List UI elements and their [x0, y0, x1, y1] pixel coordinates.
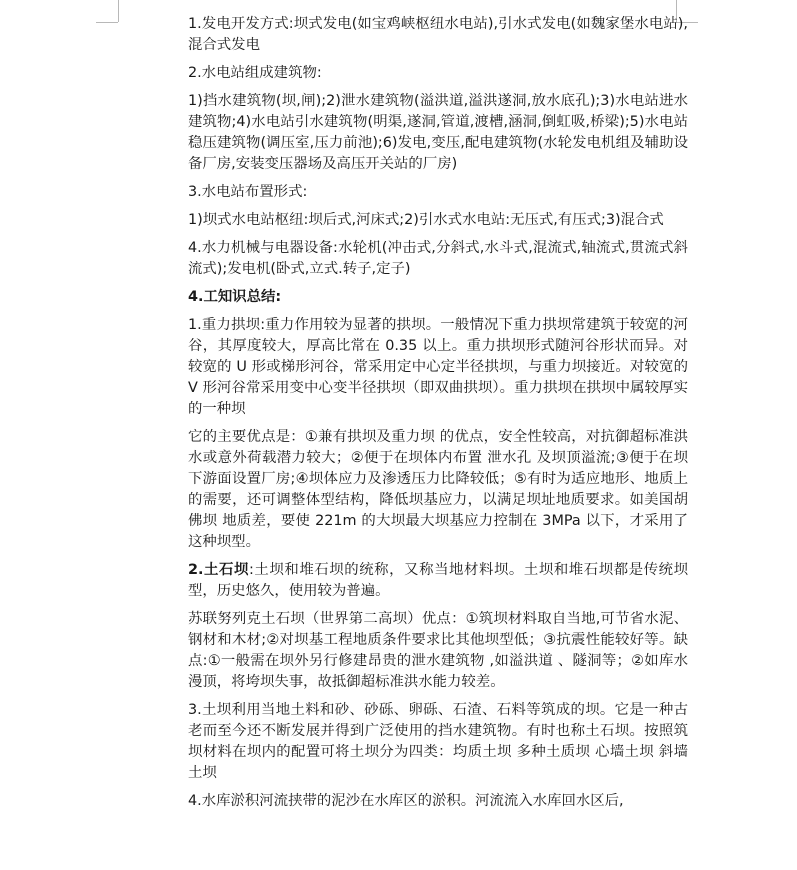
page-corner-mark-top-left [118, 0, 119, 22]
earth-rock-dam-text: :土坝和堆石坝的统称，又称当地材料坝。土坝和堆石坝都是传统坝型，历史悠久，使用较为普遍。 [188, 562, 688, 599]
paragraph-earth-rock-dam [188, 560, 688, 602]
paragraph-gravity-arch-dam: 1.重力拱坝:重力作用较为显著的拱坝。一般情况下重力拱坝常建筑于较宽的河谷，其厚度较大，厚高比常在 0.35 以上。重力拱坝形式随河谷形状而异。对较宽的 U 形或梯形河谷，常采用定中心定半径拱坝，与重力坝接近。对较宽的 V 形河谷常采用变中心变半径拱坝（即双曲拱坝）。重力拱坝在拱坝中属较厚实的一种坝 [188, 317, 688, 417]
paragraph-reservoir-sedimentation: 4.水库淤积河流挟带的泥沙在水库区的淤积。河流流入水库回水区后, [188, 793, 624, 809]
paragraph-advantages: 它的主要优点是：①兼有拱坝及重力坝 的优点，安全性较高，对抗御超标准洪水或意外荷载潜力较大；②便于在坝体内布置 泄水孔 及坝顶溢流;③便于在坝下游面设置厂房;④坝体应力及渗透压力比降较低；⑤有时为适应地形、地质上的需要，还可调整体型结构，降低坝基应力，以满足坝址地质要求。如美国胡佛坝 地质差，要使 221m 的大坝最大坝基应力控制在 3MPa 以下，才采用了这种坝型。 [188, 429, 688, 550]
paragraph-machinery: 4.水力机械与电器设备:水轮机(冲击式,分斜式,水斗式,混流式,轴流式,贯流式斜流式);发电机(卧式,立式.转子,定子) [188, 240, 688, 277]
paragraph-layout-title: 3.水电站布置形式: [188, 184, 308, 200]
paragraph-station-structures-title: 2.水电站组成建筑物: [188, 65, 322, 81]
earth-rock-dam-lead: 2.土石坝 [188, 562, 249, 578]
paragraph-earth-dam: 3.土坝利用当地土料和砂、砂砾、卵砾、石渣、石料等筑成的坝。它是一种古老而至今还不断发展并得到广泛使用的挡水建筑物。有时也称土石坝。按照筑坝材料在坝内的配置可将土坝分为四类：均质土坝 多种土质坝 心墙土坝 斜墙土坝 [188, 702, 688, 781]
page-corner-mark-top-left-horizontal [96, 22, 118, 23]
paragraph-layout-forms: 1)坝式水电站枢纽:坝后式,河床式;2)引水式水电站:无压式,有压式;3)混合式 [188, 212, 664, 228]
paragraph-station-structures: 1)挡水建筑物(坝,闸);2)泄水建筑物(溢洪道,溢洪遂洞,放水底孔);3)水电站进水建筑物;4)水电站引水建筑物(明渠,遂洞,管道,渡槽,涵洞,倒虹吸,桥梁);5)水电站稳压建筑物(调压室,压力前池);6)发电,变压,配电建筑物(水轮发电机组及辅助设备厂房,安装变压器场及高压开关站的厂房) [188, 93, 688, 172]
section-heading: 4.工知识总结: [188, 289, 282, 305]
document-body [188, 14, 688, 819]
paragraph-generation-methods: 1.发电开发方式:坝式发电(如宝鸡峡枢纽水电站),引水式发电(如魏家堡水电站),混合式发电 [188, 16, 688, 53]
paragraph-nurek-dam: 苏联努列克土石坝（世界第二高坝）优点：①筑坝材料取自当地,可节省水泥、钢材和木材;②对坝基工程地质条件要求比其他坝型低；③抗震性能较好等。缺点:①一般需在坝外另行修建昂贵的泄水建筑物 ,如溢洪道 、隧洞等；②如库水漫顶，将垮坝失事，故抵御超标准洪水能力较差。 [188, 611, 688, 690]
